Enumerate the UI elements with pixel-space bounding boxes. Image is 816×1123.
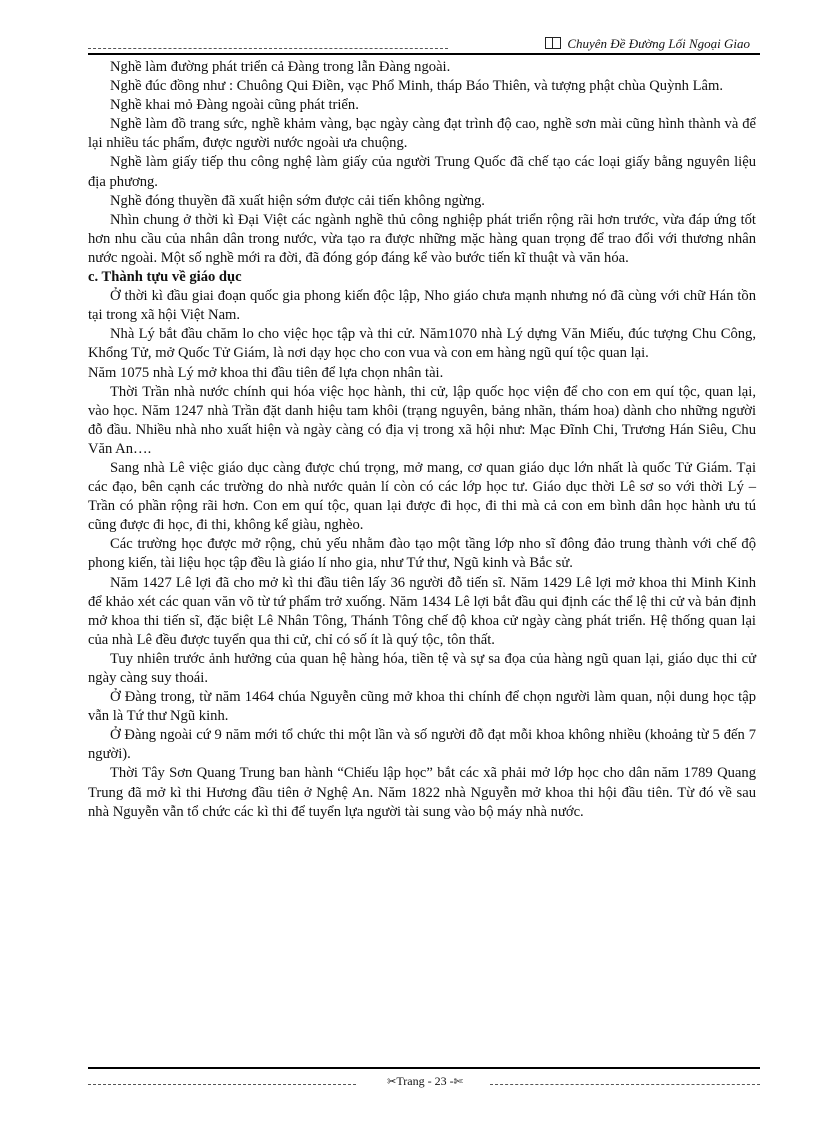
paragraph: Nghề đóng thuyền đã xuất hiện sớm được cải tiến không ngừng.	[110, 192, 485, 209]
footer-dash-right	[490, 1083, 760, 1085]
header-title-wrap	[545, 36, 750, 52]
section-heading: c. Thành tựu về giáo dục	[88, 269, 242, 286]
paragraph: Sang nhà Lê việc giáo dục càng được chú trọng, mở mang, cơ quan giáo dục lớn nhất là quốc Tử Giám. Tại các đạo, bên cạnh các trường do nhà nước quản lí còn có các lớp học tư. Giáo dục thời Lê sơ so với thời Lý – Trần có phần rộng rãi hơn. Con em quí tộc, quan lại được đi học, đi thi mà cả con em bình dân học hành ưu tú cũng được đi học, đi thi, không kể giàu, nghèo.	[88, 459, 756, 534]
paragraph: Các trường học được mở rộng, chủ yếu nhằm đào tạo một tầng lớp nho sĩ đông đảo trung thành với chế độ phong kiến, tài liệu học tập đều là giáo lí nho gia, như Tứ thư, Ngũ kinh và Bắc sử.	[88, 536, 756, 572]
header-dash-line	[88, 38, 448, 49]
header-title: Chuyên Đề Đường Lối Ngoại Giao	[567, 36, 750, 51]
page-number-wrap	[366, 1074, 484, 1089]
paragraph: Ở Đàng ngoài cứ 9 năm mới tổ chức thi một lần và số người đỗ đạt mỗi khoa không nhiều (khoảng từ 5 đến 7 người).	[88, 727, 756, 763]
footer-dash-left	[88, 1083, 356, 1085]
paragraph: Nghề đúc đồng như : Chuông Qui Điền, vạc Phổ Minh, tháp Báo Thiên, và tượng phật chùa Quỳnh Lâm.	[110, 78, 724, 95]
document-body	[88, 58, 756, 822]
paragraph: Nghề khai mỏ Đàng ngoài cũng phát triển.	[110, 97, 359, 114]
paragraph: Nghề làm đồ trang sức, nghề khảm vàng, bạc ngày càng đạt trình độ cao, nghề sơn mài cũng hình thành và để lại nhiều tác phẩm, được người nước ngoài ưa chuộng.	[88, 116, 756, 152]
paragraph: Thời Tây Sơn Quang Trung ban hành “Chiếu lập học” bắt các xã phải mở lớp học cho dân năm 1789 Quang Trung đã mở kì thi Hương đầu tiên ở Nghệ An. Năm 1822 nhà Nguyễn mở khoa thi hội đầu tiên. Từ đó về sau nhà Nguyễn vẫn tổ chức các kì thi để tuyển lựa người tài sung vào bộ máy nhà nước.	[88, 765, 756, 820]
page-number: Trang - 23 -	[396, 1074, 454, 1088]
book-icon	[545, 37, 561, 49]
paragraph: Tuy nhiên trước ảnh hưởng của quan hệ hàng hóa, tiền tệ và sự sa đọa của hàng ngũ quan lại, giáo dục thi cử ngày càng suy thoái.	[88, 650, 756, 686]
paragraph: Năm 1075 nhà Lý mở khoa thi đầu tiên để lựa chọn nhân tài.	[88, 364, 444, 381]
paragraph: Nghề làm giấy tiếp thu công nghệ làm giấy của người Trung Quốc đã chế tạo các loại giấy bằng nguyên liệu địa phương.	[88, 154, 756, 190]
paragraph: Nghề làm đường phát triển cả Đàng trong lẫn Đàng ngoài.	[110, 59, 451, 75]
paragraph: Nhà Lý bắt đầu chăm lo cho việc học tập và thi cử. Năm1070 nhà Lý dựng Văn Miếu, đúc tượng Chu Công, Khổng Tử, mở Quốc Tử Giám, là nơi dạy học cho con vua và con em hàng ngũ quí tộc quan lại.	[88, 326, 756, 362]
scissors-left-icon: ✂	[387, 1076, 397, 1088]
paragraph: Thời Trần nhà nước chính qui hóa việc học hành, thi cử, lập quốc học viện để cho con em quí tộc, quan lại, vào học. Năm 1247 nhà Trần đặt danh hiệu tam khôi (trạng nguyên, bảng nhãn, thám hoa) dành cho những người đỗ đầu. Nhiều nhà nho xuất hiện và ngày càng có địa vị trong xã hội như: Mạc Đĩnh Chi, Trương Hán Siêu, Chu Văn An….	[88, 383, 756, 457]
header-rule	[88, 53, 760, 55]
scissors-right-icon: ✄	[453, 1076, 463, 1088]
paragraph: Ở Đàng trong, từ năm 1464 chúa Nguyễn cũng mở khoa thi chính để chọn người làm quan, nội dung học tập vẫn là Tứ thư Ngũ kinh.	[88, 689, 756, 725]
page-footer	[88, 1067, 760, 1107]
paragraph: Nhìn chung ở thời kì Đại Việt các ngành nghề thủ công nghiệp phát triển rộng rãi hơn trước, vừa đáp ứng tốt hơn nhu cầu của nhân dân trong nước, vừa tạo ra được những mặc hàng quan trọng để trao đổi với thương nhân nước ngoài. Một số nghề mới ra đời, đã đóng góp đáng kể vào bước tiến kĩ thuật và văn hóa.	[88, 211, 756, 266]
paragraph: Ở thời kì đầu giai đoạn quốc gia phong kiến độc lập, Nho giáo chưa mạnh nhưng nó đã cùng với chữ Hán tồn tại trong xã hội Việt Nam.	[88, 288, 756, 324]
paragraph: Năm 1427 Lê lợi đã cho mở kì thi đầu tiên lấy 36 người đỗ tiến sĩ. Năm 1429 Lê lợi mở khoa thi Minh Kinh để khảo xét các quan văn võ từ tứ phẩm trở xuống. Năm 1434 Lê lợi bắt đầu qui định các thể lệ thi cử và bản định mở khoa thi tiến sĩ, đặc biệt Lê Nhân Tông, Thánh Tông chế độ khoa cử ngày càng phát triển. Hệ thống quan lại của nhà Lê đều được tuyển qua thi cử, chỉ có số ít là quý tộc, tôn thất.	[88, 574, 756, 648]
footer-rule	[88, 1067, 760, 1069]
page-header	[88, 36, 760, 56]
